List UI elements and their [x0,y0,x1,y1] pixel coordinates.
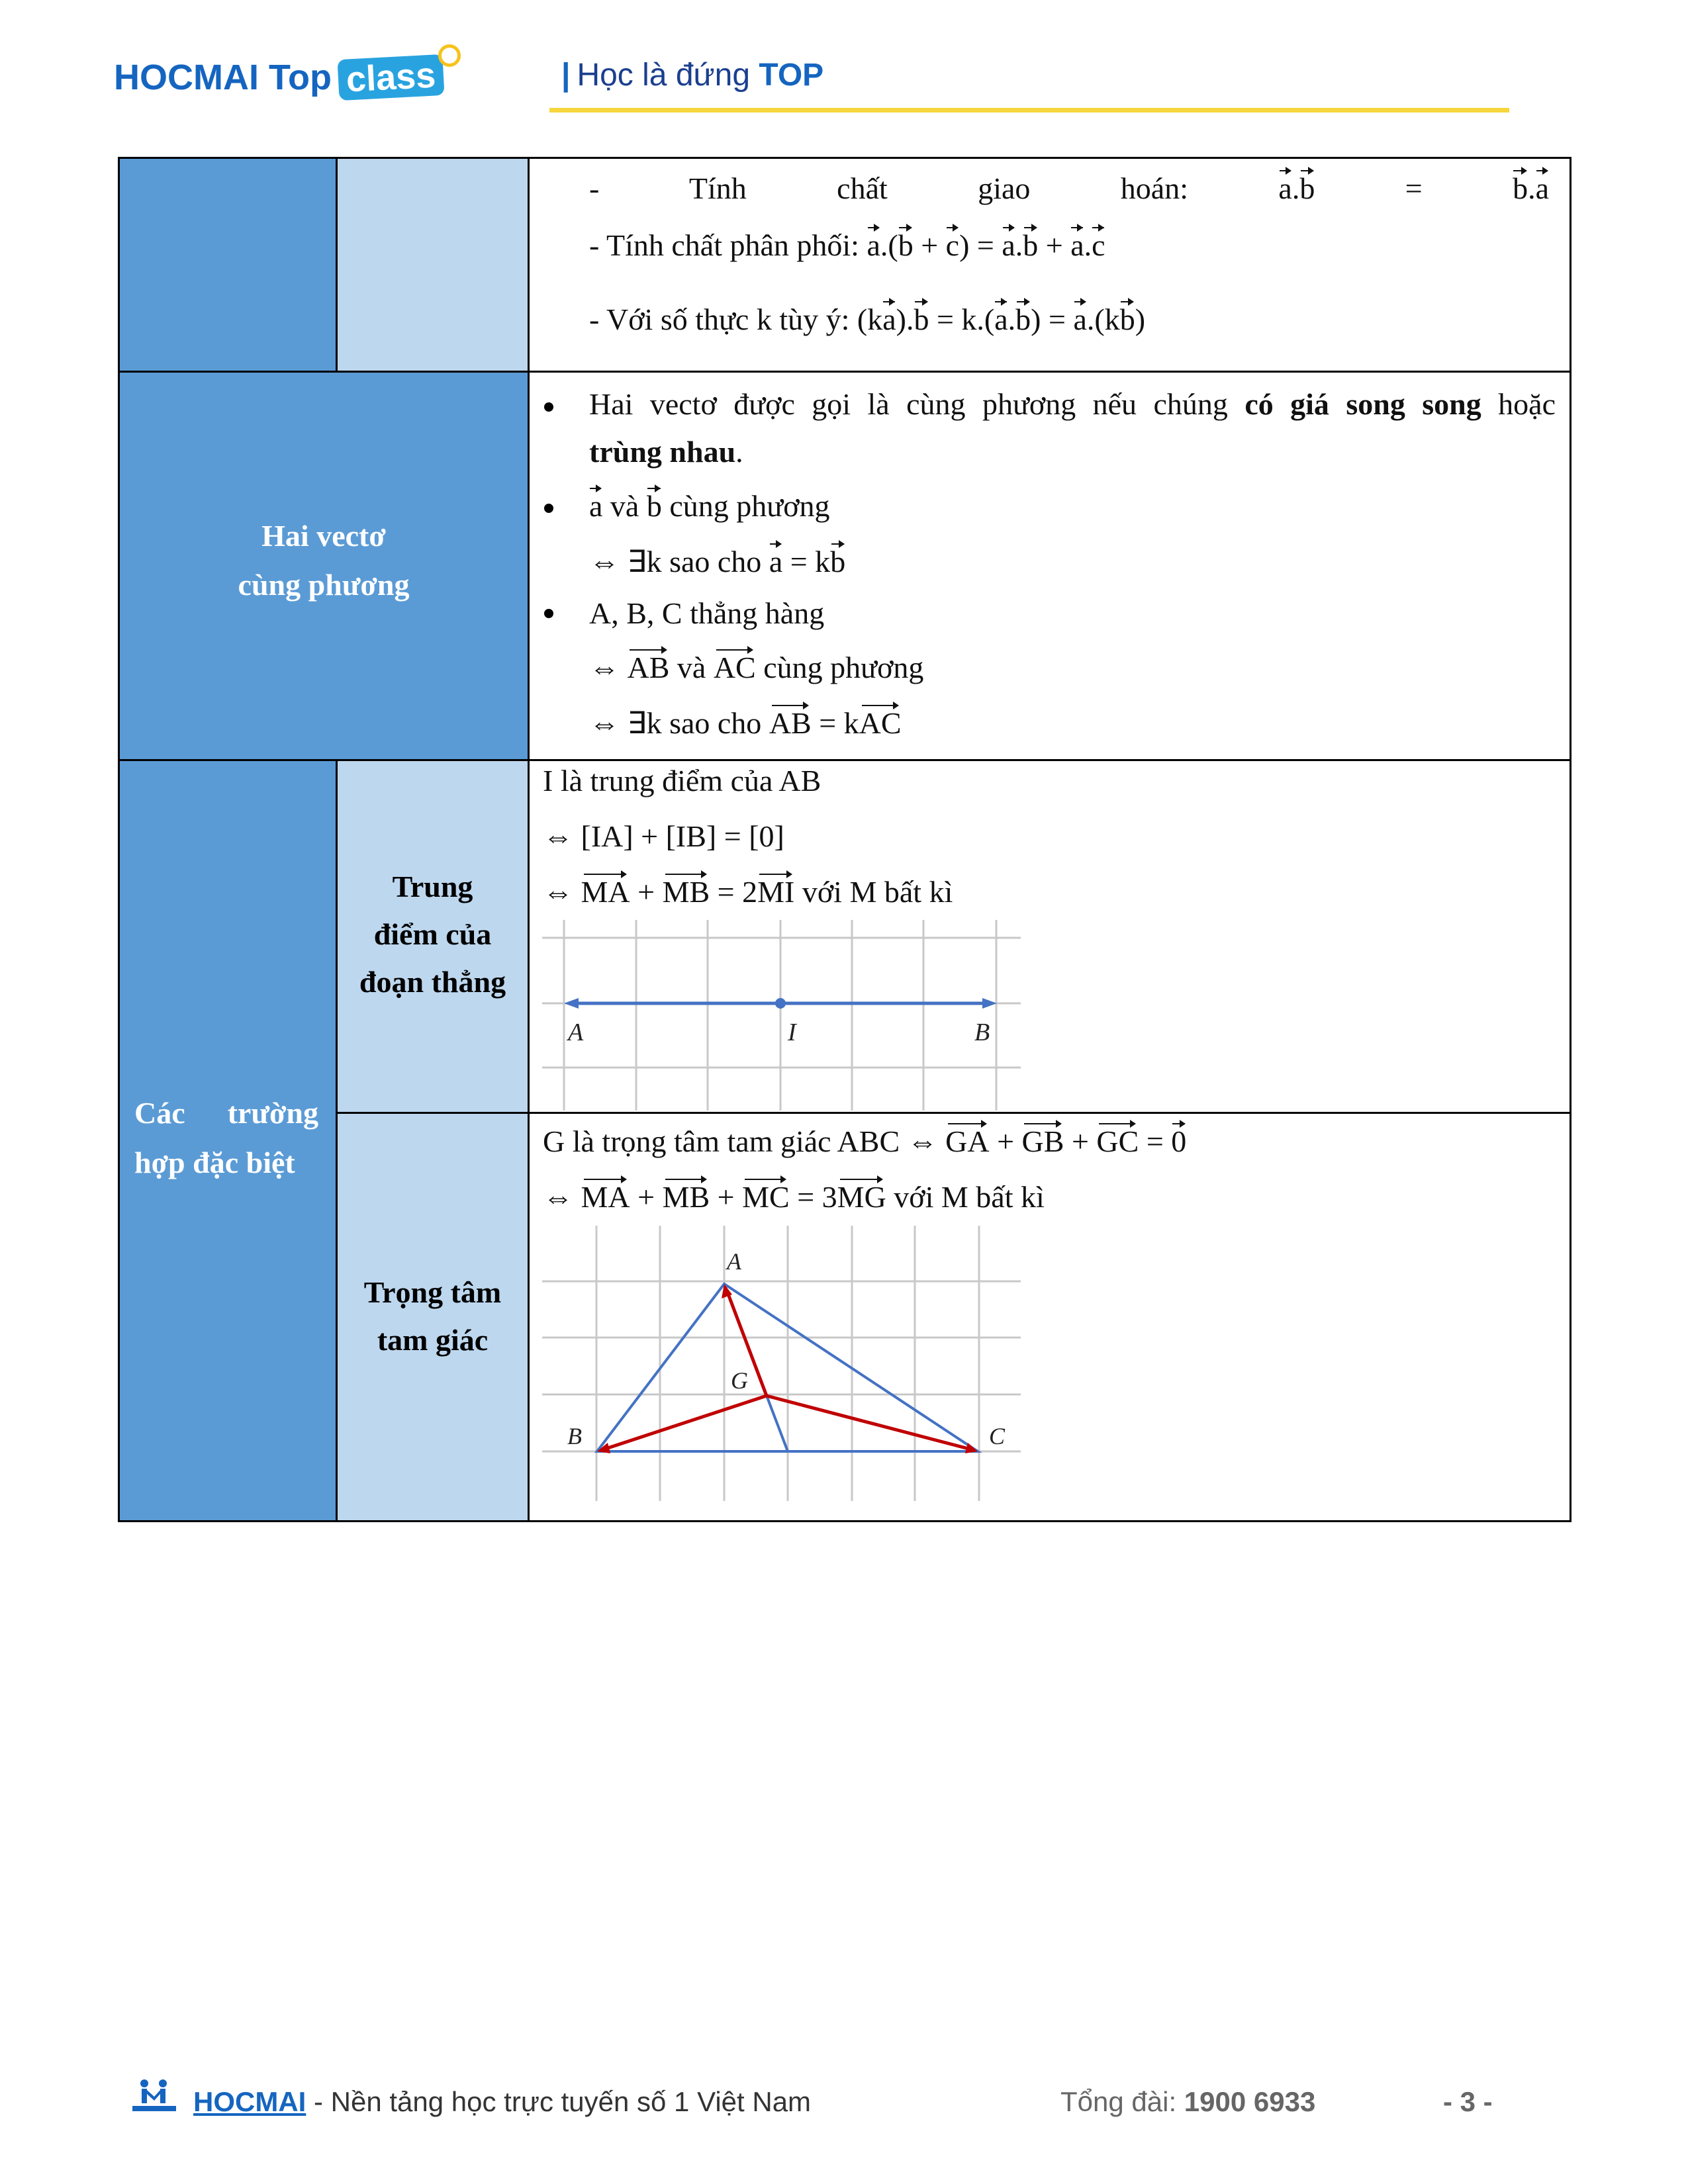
vector: MI [757,872,794,912]
vector: 0 [1171,1122,1186,1161]
vector: GA [945,1122,989,1161]
vector: AC [714,648,756,688]
collinear-condition: a và b cùng phương [589,486,830,526]
vector: MB [663,872,710,912]
centroid-eq: ⇔ MA + MB + MC = 3MG với M bất kì [543,1177,1045,1217]
midpoint-dot [775,998,786,1009]
special-cases-cell [118,759,338,1522]
arrow-b-icon [982,998,997,1009]
commutative-property: - Tính chất giao hoán: a.b = b.a [589,169,1549,208]
distributive-property: - Tính chất phân phối: a.(b + c) = a.b + a.c [589,226,1105,265]
logo-class-badge: class [337,54,444,101]
label-collinear [120,512,528,610]
midpoint-def: I là trung điểm của AB [543,764,821,797]
label-line: cùng phương [238,568,410,602]
centroid-label-g: G [731,1367,748,1394]
label-line: điểm của [373,917,492,951]
special-cases-label-2: hợp đặc biệt [134,1146,295,1179]
vertex-label-c: C [989,1423,1006,1449]
vector: c [1092,226,1105,265]
vector: a [994,300,1008,340]
slogan-text: - Nền tảng học trực tuyến số 1 Việt Nam [306,2086,812,2117]
vector: MG [837,1177,886,1217]
vector: AB [769,704,812,743]
row2-content [528,371,1571,761]
label-line: Trung [392,870,473,903]
label-line: Hai vectơ [261,519,386,553]
page-number: - 3 - [1443,2086,1493,2117]
vector: b [898,226,914,265]
grid [542,920,1021,1111]
row2-label-cell [118,371,530,761]
point-label-i: I [788,1019,796,1046]
bullet-icon [544,609,553,618]
scalar-property: - Với số thực k tùy ý: (ka).b = k.(a.b) = a.(kb) [589,300,1145,340]
collinear-definition-1 [589,385,1556,424]
centroid-label [338,1269,528,1364]
vector: MB [663,1177,710,1217]
vector: b [1015,300,1031,340]
vector: MC [742,1177,790,1217]
midpoint-label [338,863,528,1006]
vector: GC [1096,1122,1139,1161]
vector: a [1278,169,1291,208]
label-line: đoạn thẳng [359,965,506,999]
centroid-diagram [539,1224,1026,1504]
vertex-label-a: A [727,1248,741,1275]
row1-content [528,157,1571,373]
vector: GB [1022,1122,1064,1161]
tagline-text: Học là đứng [577,58,751,93]
vector: c [946,226,959,265]
vertex-label-b: B [567,1423,582,1449]
definition-text: Hai vectơ được gọi là cùng phương nếu chúng [589,387,1228,421]
vector: b [647,486,662,526]
vector: a [1536,169,1549,208]
label-line: tam giác [377,1323,489,1357]
collinear-points-eq1: ⇔ AB và AC cùng phương [589,648,923,688]
definition-text: hoặc [1498,387,1556,421]
vector: a [1002,226,1015,265]
vector: MA [581,1177,630,1217]
vector: b [1513,169,1528,208]
grid [542,1226,1021,1501]
point-label-a: A [568,1019,584,1046]
vector: a [769,542,782,582]
footer-hotline [1060,2086,1315,2118]
tagline [561,57,823,93]
vector: b [830,542,845,582]
vector: b [1023,226,1038,265]
footer-brand-link[interactable]: HOCMAI [193,2086,306,2117]
collinear-points: A, B, C thẳng hàng [589,596,825,630]
definition-bold: có giá song song [1244,387,1481,421]
special-cases-label-1: Các trường [134,1096,318,1130]
bullet-icon [544,402,553,412]
vector: AB [628,648,670,688]
bullet-icon [544,504,553,513]
header-divider [549,108,1509,113]
midpoint-eq2: ⇔ MA + MB = 2MI với M bất kì [543,872,953,912]
tagline-bold: TOP [759,58,824,93]
label-line: Trọng tâm [363,1275,502,1309]
logo-text: HOCMAI Top [114,58,332,97]
row1-col1 [118,157,338,373]
vector: b [1299,169,1315,208]
hotline-label: Tổng đài: [1060,2086,1184,2117]
vector: a [1073,300,1086,340]
collinear-points-eq2: ⇔ ∃k sao cho AB = kAC [589,704,902,743]
hotline-number: 1900 6933 [1184,2086,1316,2117]
vector: a [867,226,880,265]
centroid-def: G là trọng tâm tam giác ABC ⇔ GA + GB + GC = 0 [543,1122,1186,1161]
point-label-b: B [974,1019,990,1046]
tagline-bar: | [561,58,571,93]
vector: MA [581,872,630,912]
midpoint-diagram [539,917,1026,1112]
midpoint-label-cell [336,759,530,1114]
collinear-equivalence: ⇔ ∃k sao cho a = kb [589,542,845,582]
definition-bold: trùng nhau [589,435,736,469]
arrow-a-icon [564,998,579,1009]
hocmai-topclass-logo [114,57,466,98]
vector: b [1120,300,1135,340]
vector: a [882,300,896,340]
midpoint-eq1: ⇔ [IA] + [IB] = [0] [543,819,784,853]
vector: a [1070,226,1084,265]
footer-slogan [193,2086,811,2118]
row1-col2 [336,157,530,373]
vector: b [914,300,929,340]
sun-icon [438,44,461,67]
collinear-definition-2 [589,432,743,472]
vector: AC [859,704,902,743]
centroid-label-cell [336,1112,530,1522]
vector: a [589,486,602,526]
hocmai-footer-logo-icon [132,2078,176,2113]
definition-end: . [735,435,743,469]
